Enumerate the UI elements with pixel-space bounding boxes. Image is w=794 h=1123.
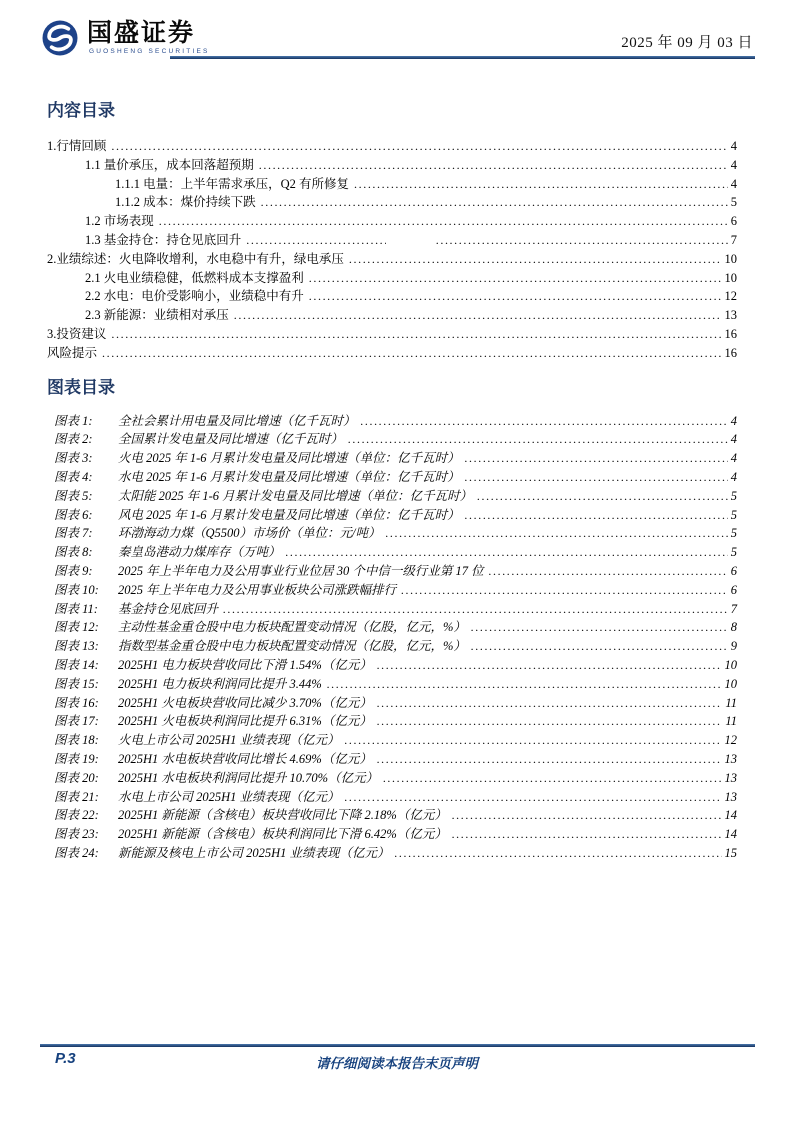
page-number: 13 xyxy=(724,751,737,766)
figure-entry-label: 图表 2: xyxy=(54,432,93,447)
toc-entry xyxy=(47,287,737,306)
dot-leader xyxy=(345,788,722,807)
figure-entry-text: 2025H1 新能源（含核电）板块营收同比下降 2.18%（亿元） xyxy=(118,808,447,823)
figures-section-title: 图表目录 xyxy=(47,377,115,397)
figure-entry xyxy=(47,506,737,525)
figure-entry-label: 图表 16: xyxy=(54,695,99,710)
figures-list xyxy=(47,412,737,863)
figure-entry-text: 水电 2025 年 1-6 月累计发电量及同比增速（单位：亿千瓦时） xyxy=(118,469,460,484)
dot-leader xyxy=(471,637,728,656)
figure-entry-label: 图表 14: xyxy=(54,657,99,672)
toc-entry xyxy=(47,212,737,231)
dot-leader xyxy=(471,618,728,637)
figure-entry-text: 火电 2025 年 1-6 月累计发电量及同比增速（单位：亿千瓦时） xyxy=(118,451,460,466)
dot-leader xyxy=(401,581,728,600)
figure-entry xyxy=(47,788,737,807)
figure-entry-label: 图表 15: xyxy=(54,676,99,691)
toc-entry-text: 3.投资建议 xyxy=(47,326,107,341)
page-number-label: P.3 xyxy=(55,1050,76,1067)
figure-entry-label: 图表 22: xyxy=(54,808,99,823)
dot-leader xyxy=(465,449,728,468)
figure-entry-label: 图表 10: xyxy=(54,582,99,597)
toc-entry-text: 1.1.2 成本：煤价持续下跌 xyxy=(115,195,256,210)
figure-entry-label: 图表 6: xyxy=(54,507,93,522)
figure-entry-text: 2025H1 火电板块营收同比减少 3.70%（亿元） xyxy=(118,695,372,710)
dot-leader xyxy=(309,269,722,288)
figure-entry xyxy=(47,468,737,487)
dot-leader xyxy=(159,212,728,231)
page-number: 9 xyxy=(730,639,737,654)
toc-entry xyxy=(47,344,737,363)
contents-list xyxy=(47,137,737,363)
toc-entry-text: 2.3 新能源：业绩相对承压 xyxy=(85,308,229,323)
page-number: 4 xyxy=(730,157,737,172)
page-number: 12 xyxy=(724,289,737,304)
figure-entry-text: 风电 2025 年 1-6 月累计发电量及同比增速（单位：亿千瓦时） xyxy=(118,507,460,522)
figure-entry-text: 水电上市公司 2025H1 业绩表现（亿元） xyxy=(118,789,340,804)
figure-entry xyxy=(47,487,737,506)
brand-logo xyxy=(40,18,210,58)
figure-entry xyxy=(47,562,737,581)
toc-entry xyxy=(47,325,737,344)
figure-entry-text: 2025 年上半年电力及公用事业行业位居 30 个中信一级行业第 17 位 xyxy=(118,563,484,578)
dot-leader xyxy=(327,675,722,694)
figure-entry xyxy=(47,694,737,713)
page-number: 12 xyxy=(724,733,737,748)
figure-entry xyxy=(47,581,737,600)
page-number: 14 xyxy=(724,808,737,823)
page-number: 13 xyxy=(724,770,737,785)
dot-leader xyxy=(309,287,722,306)
page-number: 10 xyxy=(724,270,737,285)
toc-entry-text: 1.1 量价承压，成本回落超预期 xyxy=(85,157,254,172)
dot-leader xyxy=(489,562,728,581)
dot-leader xyxy=(452,806,722,825)
figure-entry-text: 2025H1 电力板块营收同比下滑 1.54%（亿元） xyxy=(118,657,372,672)
figure-entry-text: 2025H1 水电板块营收同比增长 4.69%（亿元） xyxy=(118,751,372,766)
figure-entry-text: 全社会累计用电量及同比增速（亿千瓦时） xyxy=(118,413,356,428)
figure-entry-text: 基金持仓见底回升 xyxy=(118,601,219,616)
dot-leader xyxy=(386,524,728,543)
toc-entry xyxy=(47,231,737,250)
figure-entry-label: 图表 3: xyxy=(54,451,93,466)
toc-entry-text: 1.行情回顾 xyxy=(47,139,107,153)
figure-entry xyxy=(47,412,737,431)
dot-leader xyxy=(349,250,722,269)
dot-leader xyxy=(261,193,728,212)
page-number: 5 xyxy=(730,507,737,522)
figure-entry xyxy=(47,430,737,449)
figure-entry-label: 图表 17: xyxy=(54,714,99,729)
page-number: 4 xyxy=(730,139,737,153)
figure-entry-label: 图表 24: xyxy=(54,845,99,860)
toc-entry xyxy=(47,156,737,175)
dot-leader xyxy=(395,844,722,863)
figure-entry xyxy=(47,543,737,562)
report-date: 2025 年 09 月 03 日 xyxy=(621,35,753,51)
header-divider xyxy=(170,56,755,59)
page-number: 11 xyxy=(725,714,737,729)
page-number: 4 xyxy=(730,451,737,466)
figure-entry xyxy=(47,618,737,637)
figure-entry xyxy=(47,844,737,863)
dot-leader xyxy=(383,769,721,788)
toc-entry xyxy=(47,137,737,156)
figure-entry-text: 全国累计发电量及同比增速（亿千瓦时） xyxy=(118,432,344,447)
figure-entry-text: 指数型基金重仓股中电力板块配置变动情况（亿股，亿元，%） xyxy=(118,639,466,654)
figure-entry-label: 图表 19: xyxy=(54,751,99,766)
figure-entry-label: 图表 12: xyxy=(54,620,99,635)
figure-entry-text: 主动性基金重仓股中电力板块配置变动情况（亿股，亿元，%） xyxy=(118,620,466,635)
dot-leader xyxy=(246,231,385,250)
dot-leader xyxy=(223,600,728,619)
page-number: 16 xyxy=(724,345,737,360)
page-number: 4 xyxy=(730,469,737,484)
toc-entry-text: 1.2 市场表现 xyxy=(85,214,154,229)
page-number: 5 xyxy=(730,195,737,210)
page-number: 13 xyxy=(724,789,737,804)
figure-entry-text: 新能源及核电上市公司 2025H1 业绩表现（亿元） xyxy=(118,845,390,860)
page-number: 10 xyxy=(724,657,737,672)
page-number: 6 xyxy=(730,563,737,578)
dot-leader xyxy=(465,506,728,525)
figure-entry-label: 图表 20: xyxy=(54,770,99,785)
dot-leader xyxy=(377,656,722,675)
figure-entry-text: 2025H1 火电板块利润同比提升 6.31%（亿元） xyxy=(118,714,372,729)
toc-entry xyxy=(47,306,737,325)
page-number: 6 xyxy=(730,582,737,597)
figure-entry-text: 2025H1 新能源（含核电）板块利润同比下滑 6.42%（亿元） xyxy=(118,827,447,842)
figure-entry xyxy=(47,769,737,788)
page-header xyxy=(0,0,794,62)
contents-section-title: 内容目录 xyxy=(47,101,115,120)
figure-entry-label: 图表 9: xyxy=(54,563,93,578)
page-number: 5 xyxy=(730,526,737,541)
figure-entry-text: 2025 年上半年电力及公用事业板块公司涨跌幅排行 xyxy=(118,582,397,597)
figure-entry-label: 图表 4: xyxy=(54,469,93,484)
dot-leader xyxy=(452,825,722,844)
page-number: 16 xyxy=(724,326,737,341)
toc-entry xyxy=(47,175,737,194)
brand-subtitle: GUOSHENG SECURITIES xyxy=(89,48,210,55)
page-number: 15 xyxy=(724,845,737,860)
toc-entry xyxy=(47,269,737,288)
figure-entry xyxy=(47,524,737,543)
dot-leader xyxy=(345,731,722,750)
toc-entry-text: 风险提示 xyxy=(47,345,98,360)
page-number: 4 xyxy=(730,432,737,447)
page-number: 10 xyxy=(724,251,737,266)
figure-entry-text: 环渤海动力煤（Q5500）市场价（单位：元/吨） xyxy=(118,526,381,541)
main-content xyxy=(47,92,737,863)
page-number: 13 xyxy=(724,308,737,323)
dot-leader xyxy=(234,306,722,325)
figure-entry-label: 图表 21: xyxy=(54,789,99,804)
page-number: 6 xyxy=(730,214,737,229)
figure-entry xyxy=(47,806,737,825)
page-number: 11 xyxy=(725,695,737,710)
figure-entry-text: 2025H1 水电板块利润同比提升 10.70%（亿元） xyxy=(118,770,379,785)
dot-leader xyxy=(465,468,728,487)
page-number: 5 xyxy=(730,488,737,503)
toc-entry xyxy=(47,250,737,269)
dot-leader xyxy=(477,487,728,506)
figure-entry xyxy=(47,750,737,769)
figure-entry-text: 2025H1 电力板块利润同比提升 3.44% xyxy=(118,676,322,691)
brand-name: 国盛证券 xyxy=(87,20,196,47)
figure-entry-label: 图表 13: xyxy=(54,639,99,654)
figure-entry-text: 秦皇岛港动力煤库存（万吨） xyxy=(118,545,281,560)
dot-leader xyxy=(348,430,728,449)
toc-entry-text: 1.1.1 电量：上半年需求承压，Q2 有所修复 xyxy=(115,176,350,191)
figure-entry xyxy=(47,825,737,844)
figure-entry-label: 图表 11: xyxy=(54,601,98,616)
page-number: 5 xyxy=(730,545,737,560)
figure-entry-label: 图表 8: xyxy=(54,545,93,560)
footer-disclaimer: 请仔细阅读本报告末页声明 xyxy=(316,1056,478,1071)
figure-entry xyxy=(47,731,737,750)
toc-entry-text: 2.业绩综述：火电降收增利，水电稳中有升，绿电承压 xyxy=(47,251,344,266)
page-number: 14 xyxy=(724,827,737,842)
dot-leader xyxy=(354,175,728,194)
page-number: 8 xyxy=(730,620,737,635)
footer-divider xyxy=(40,1044,755,1047)
figure-entry-label: 图表 5: xyxy=(54,488,93,503)
dot-leader xyxy=(361,412,728,431)
page-number: 7 xyxy=(730,232,737,247)
figure-entry-label: 图表 18: xyxy=(54,733,99,748)
toc-entry-text: 1.3 基金持仓：持仓见底回升 xyxy=(85,232,242,247)
figure-entry-text: 火电上市公司 2025H1 业绩表现（亿元） xyxy=(118,733,340,748)
page-number: 10 xyxy=(724,676,737,691)
figure-entry-label: 图表 7: xyxy=(54,526,93,541)
toc-entry-text: 2.1 火电业绩稳健，低燃料成本支撑盈利 xyxy=(85,270,304,285)
figure-entry xyxy=(47,656,737,675)
figure-entry-label: 图表 1: xyxy=(54,413,93,428)
dot-leader xyxy=(102,344,721,363)
dot-leader xyxy=(259,156,728,175)
figure-entry-text: 太阳能 2025 年 1-6 月累计发电量及同比增速（单位：亿千瓦时） xyxy=(118,488,473,503)
dot-leader xyxy=(377,712,723,731)
dot-leader xyxy=(377,694,723,713)
dot-leader xyxy=(436,231,728,250)
figure-entry xyxy=(47,449,737,468)
figure-entry-label: 图表 23: xyxy=(54,827,99,842)
dot-leader xyxy=(377,750,722,769)
dot-leader xyxy=(286,543,728,562)
figure-entry xyxy=(47,637,737,656)
guosheng-logo-icon xyxy=(40,18,80,58)
figure-entry xyxy=(47,600,737,619)
page-number: 4 xyxy=(730,413,737,428)
dot-leader xyxy=(111,137,727,156)
toc-entry xyxy=(47,193,737,212)
page-number: 7 xyxy=(730,601,737,616)
figure-entry xyxy=(47,675,737,694)
figure-entry xyxy=(47,712,737,731)
dot-leader xyxy=(111,325,721,344)
toc-entry-text: 2.2 水电：电价受影响小，业绩稳中有升 xyxy=(85,289,304,304)
page-number: 4 xyxy=(730,176,737,191)
